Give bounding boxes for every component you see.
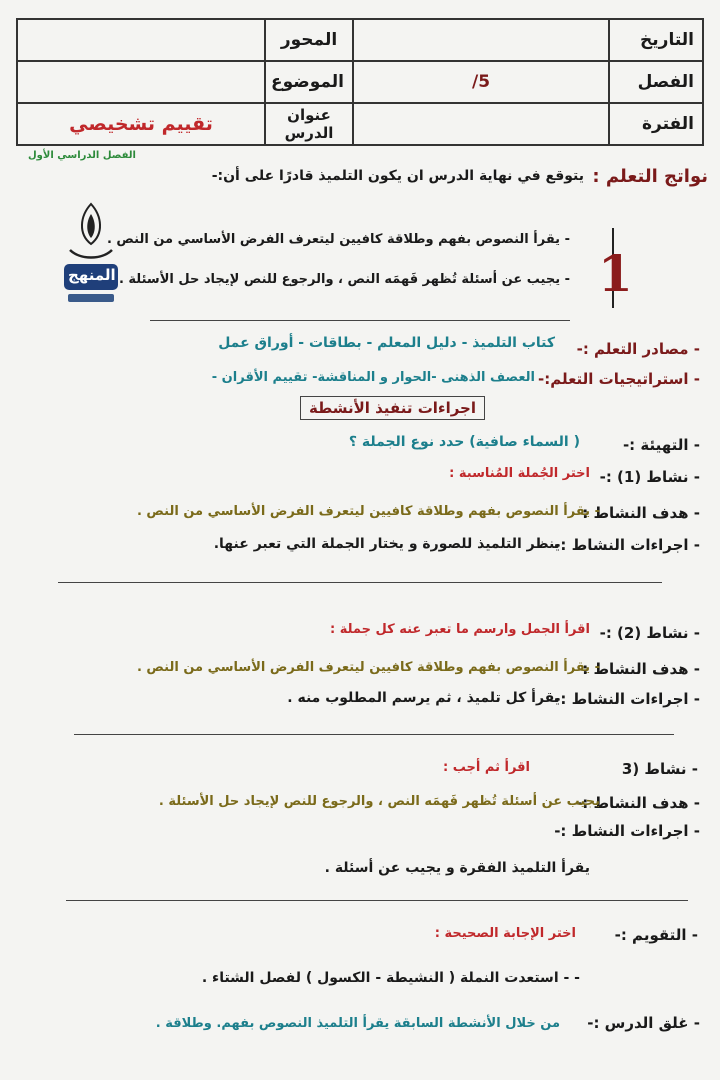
lesson-title-value[interactable]: تقييم تشخيصي bbox=[17, 103, 265, 145]
axis-label: المحور bbox=[265, 19, 353, 61]
activity1-proc: ينظر التلميذ للصورة و يختار الجملة التي تعبر عنها. bbox=[213, 536, 560, 552]
date-value[interactable] bbox=[353, 19, 609, 61]
evaluation-label: - التقويم :- bbox=[614, 926, 698, 944]
activity2-goal: - يقرأ النصوص بفهم وطلاقة كافيين ليتعرف الفرض الأساسي من النص . bbox=[136, 660, 600, 675]
class-label: الفصل bbox=[609, 61, 703, 103]
sources-value: كتاب التلميذ - دليل المعلم - بطاقات - أوراق عمل bbox=[218, 335, 555, 351]
date-label: التاريخ bbox=[609, 19, 703, 61]
divider-1 bbox=[150, 320, 570, 321]
divider-3 bbox=[74, 734, 674, 735]
activity2-goal-label: - هدف النشاط : bbox=[582, 660, 700, 678]
activity3-proc: يقرأ التلميذ الفقرة و يجيب عن أسئلة . bbox=[324, 860, 590, 876]
outcome-number: 1 bbox=[598, 244, 633, 303]
activity1-label: - نشاط (1) :- bbox=[599, 468, 700, 486]
divider-2 bbox=[58, 582, 662, 583]
activity3-goal-label: - هدف النشاط :- bbox=[576, 794, 700, 812]
evaluation-title: اختر الإجابة الصحيحة : bbox=[434, 926, 576, 941]
lesson-title-label: عنوان الدرس bbox=[265, 103, 353, 145]
warmup-value: ( السماء صافية) حدد نوع الجملة ؟ bbox=[348, 434, 580, 450]
activity2-proc: يقرأ كل تلميذ ، ثم يرسم المطلوب منه . bbox=[287, 690, 560, 706]
procedures-title: اجراءات تنفيذ الأنشطة bbox=[300, 396, 485, 420]
axis-value[interactable] bbox=[17, 19, 265, 61]
period-value[interactable] bbox=[353, 103, 609, 145]
activity2-label: - نشاط (2) :- bbox=[599, 624, 700, 642]
activity1-goal-label: - هدف النشاط : bbox=[582, 504, 700, 522]
outcome-item-2: - يجيب عن أسئلة تُظهر فَهمَه النص ، والرجوع للنص لإيجاد حل الأسئلة . bbox=[118, 272, 570, 287]
activity3-title: اقرأ ثم أجب : bbox=[443, 760, 530, 775]
activity2-title: اقرأ الجمل وارسم ما تعبر عنه كل جملة : bbox=[330, 622, 590, 637]
closure-label: - غلق الدرس :- bbox=[587, 1014, 700, 1032]
outcome-item-1: - يقرأ النصوص بفهم وطلاقة كافيين ليتعرف الفرض الأساسي من النص . bbox=[106, 232, 570, 247]
activity3-label: - نشاط (3 bbox=[621, 760, 698, 778]
activity1-goal: - يقرأ النصوص بفهم وطلاقة كافيين ليتعرف الفرض الأساسي من النص . bbox=[136, 504, 600, 519]
outcomes-label: نواتج التعلم : bbox=[592, 166, 708, 187]
header-table bbox=[16, 18, 704, 146]
divider-4 bbox=[66, 900, 688, 901]
evaluation-item: - - استعدت النملة ( النشيطة - الكسول ) لفصل الشتاء . bbox=[201, 970, 580, 986]
warmup-label: - التهيئة :- bbox=[622, 436, 700, 454]
logo-caption: المنهج bbox=[68, 266, 116, 284]
sources-label: - مصادر التعلم :- bbox=[576, 340, 700, 358]
ornate-logo-icon bbox=[56, 198, 126, 308]
activity3-proc-label: - اجراءات النشاط :- bbox=[554, 822, 700, 840]
semester-label: الفصل الدراسي الأول bbox=[28, 150, 136, 161]
topic-value[interactable] bbox=[17, 61, 265, 103]
activity1-title: اختر الجُملة المُناسبة : bbox=[449, 466, 590, 481]
strategies-value: العصف الذهنى -الحوار و المناقشة- تقييم الأقران - bbox=[211, 370, 535, 385]
outcomes-intro: يتوقع في نهاية الدرس ان يكون التلميذ قادرًا على أن:- bbox=[211, 168, 584, 184]
period-label: الفترة bbox=[609, 103, 703, 145]
activity2-proc-label: - اجراءات النشاط :- bbox=[554, 690, 700, 708]
activity3-goal: يجيب عن أسئلة تُظهر فَهمَه النص ، والرجوع للنص لإيجاد حل الأسئلة . bbox=[158, 794, 600, 809]
strategies-label: - استراتيجيات التعلم:- bbox=[537, 370, 700, 388]
closure-value: من خلال الأنشطة السابقة يقرأ التلميذ النصوص بفهم. وطلاقة . bbox=[155, 1016, 560, 1031]
topic-label: الموضوع bbox=[265, 61, 353, 103]
activity1-proc-label: - اجراءات النشاط :- bbox=[554, 536, 700, 554]
class-value[interactable]: 5/ bbox=[353, 61, 609, 103]
